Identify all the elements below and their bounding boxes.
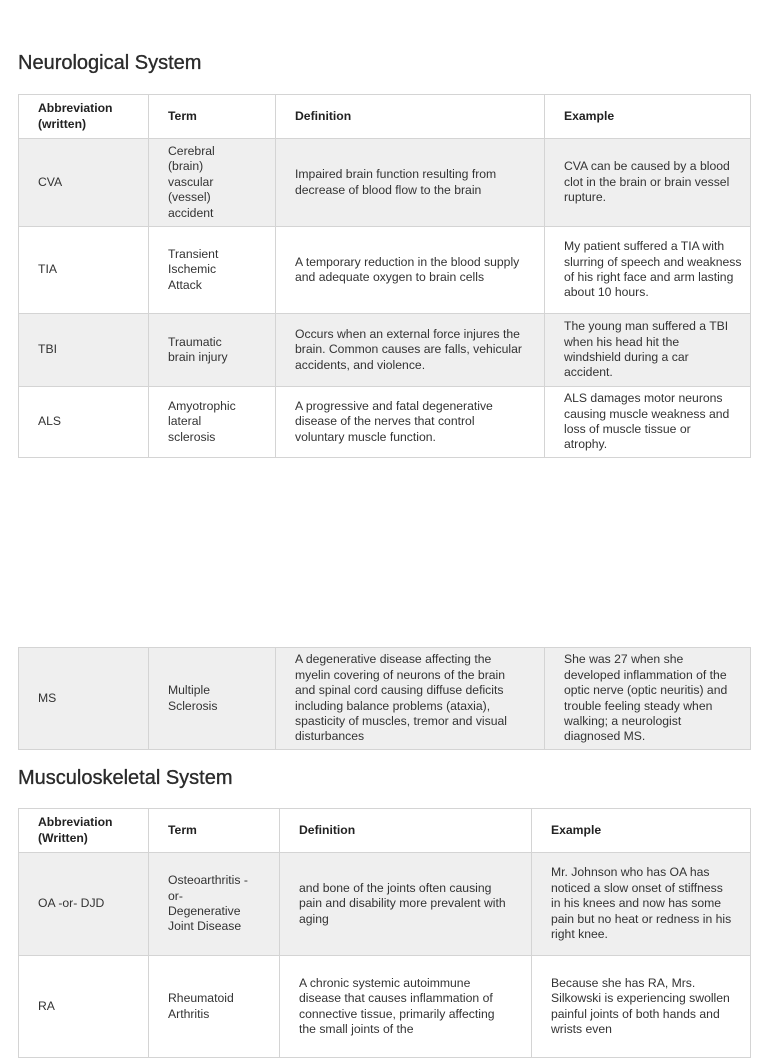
- cell-example: My patient suffered a TIA with slurring of speech and weakness of his right face and arm lasting about 10 hours.: [545, 227, 751, 314]
- table-row: [19, 956, 751, 1058]
- cell-term: Multiple Sclerosis: [149, 648, 276, 750]
- cell-example: ALS damages motor neurons causing muscle weakness and loss of muscle tissue or atrophy.: [545, 387, 751, 458]
- table-row: [19, 314, 751, 387]
- header-definition: Definition: [280, 809, 532, 853]
- cell-example: The young man suffered a TBI when his head hit the windshield during a car accident.: [545, 314, 751, 387]
- cell-definition: A chronic systemic autoimmune disease that causes inflammation of connective tissue, primarily affecting the small joints of the: [280, 956, 532, 1058]
- header-term: Term: [149, 809, 280, 853]
- table-header-row: [19, 809, 751, 853]
- cell-definition: A degenerative disease affecting the myelin covering of neurons of the brain and spinal cord causing diffuse deficits including balance problems (ataxia), spasticity of muscles, tremor and visual disturbances: [276, 648, 545, 750]
- header-definition: Definition: [276, 95, 545, 139]
- cell-term: Amyotrophic lateral sclerosis: [149, 387, 276, 458]
- cell-example: CVA can be caused by a blood clot in the brain or brain vessel rupture.: [545, 139, 751, 227]
- cell-definition: A temporary reduction in the blood supply and adequate oxygen to brain cells: [276, 227, 545, 314]
- section-title-musculoskeletal: Musculoskeletal System: [18, 767, 233, 789]
- cell-abbreviation: TIA: [19, 227, 149, 314]
- table-header-row: [19, 95, 751, 139]
- cell-abbreviation: ALS: [19, 387, 149, 458]
- neurological-table-continued: [18, 647, 751, 750]
- cell-abbreviation: TBI: [19, 314, 149, 387]
- cell-abbreviation: RA: [19, 956, 149, 1058]
- table-row: [19, 139, 751, 227]
- cell-definition: Impaired brain function resulting from decrease of blood flow to the brain: [276, 139, 545, 227]
- cell-term: Osteoarthritis -or- Degenerative Joint Disease: [149, 853, 280, 956]
- table-row: [19, 648, 751, 750]
- table-row: [19, 387, 751, 458]
- cell-definition: and bone of the joints often causing pain and disability more prevalent with aging: [280, 853, 532, 956]
- cell-example: She was 27 when she developed inflammation of the optic nerve (optic neuritis) and trouble feeling steady when walking; a neurologist diagnosed MS.: [545, 648, 751, 750]
- cell-abbreviation: CVA: [19, 139, 149, 227]
- cell-term: Cerebral (brain) vascular (vessel) accident: [149, 139, 276, 227]
- cell-term: Transient Ischemic Attack: [149, 227, 276, 314]
- cell-example: Because she has RA, Mrs. Silkowski is experiencing swollen painful joints of both hands and wrists even: [532, 956, 751, 1058]
- header-term: Term: [149, 95, 276, 139]
- table-row: [19, 853, 751, 956]
- table-row: [19, 227, 751, 314]
- cell-abbreviation: MS: [19, 648, 149, 750]
- header-example: Example: [545, 95, 751, 139]
- cell-term: Rheumatoid Arthritis: [149, 956, 280, 1058]
- cell-definition: A progressive and fatal degenerative disease of the nerves that control voluntary muscle function.: [276, 387, 545, 458]
- header-abbreviation: Abbreviation (written): [19, 95, 149, 139]
- cell-example: Mr. Johnson who has OA has noticed a slow onset of stiffness in his knees and now has some pain but no heat or redness in his right knee.: [532, 853, 751, 956]
- musculoskeletal-table: [18, 808, 751, 1058]
- header-abbreviation: Abbreviation (Written): [19, 809, 149, 853]
- cell-abbreviation: OA -or- DJD: [19, 853, 149, 956]
- header-example: Example: [532, 809, 751, 853]
- cell-definition: Occurs when an external force injures the brain. Common causes are falls, vehicular accidents, and violence.: [276, 314, 545, 387]
- cell-term: Traumatic brain injury: [149, 314, 276, 387]
- neurological-table: [18, 94, 751, 458]
- section-title-neurological: Neurological System: [18, 52, 202, 74]
